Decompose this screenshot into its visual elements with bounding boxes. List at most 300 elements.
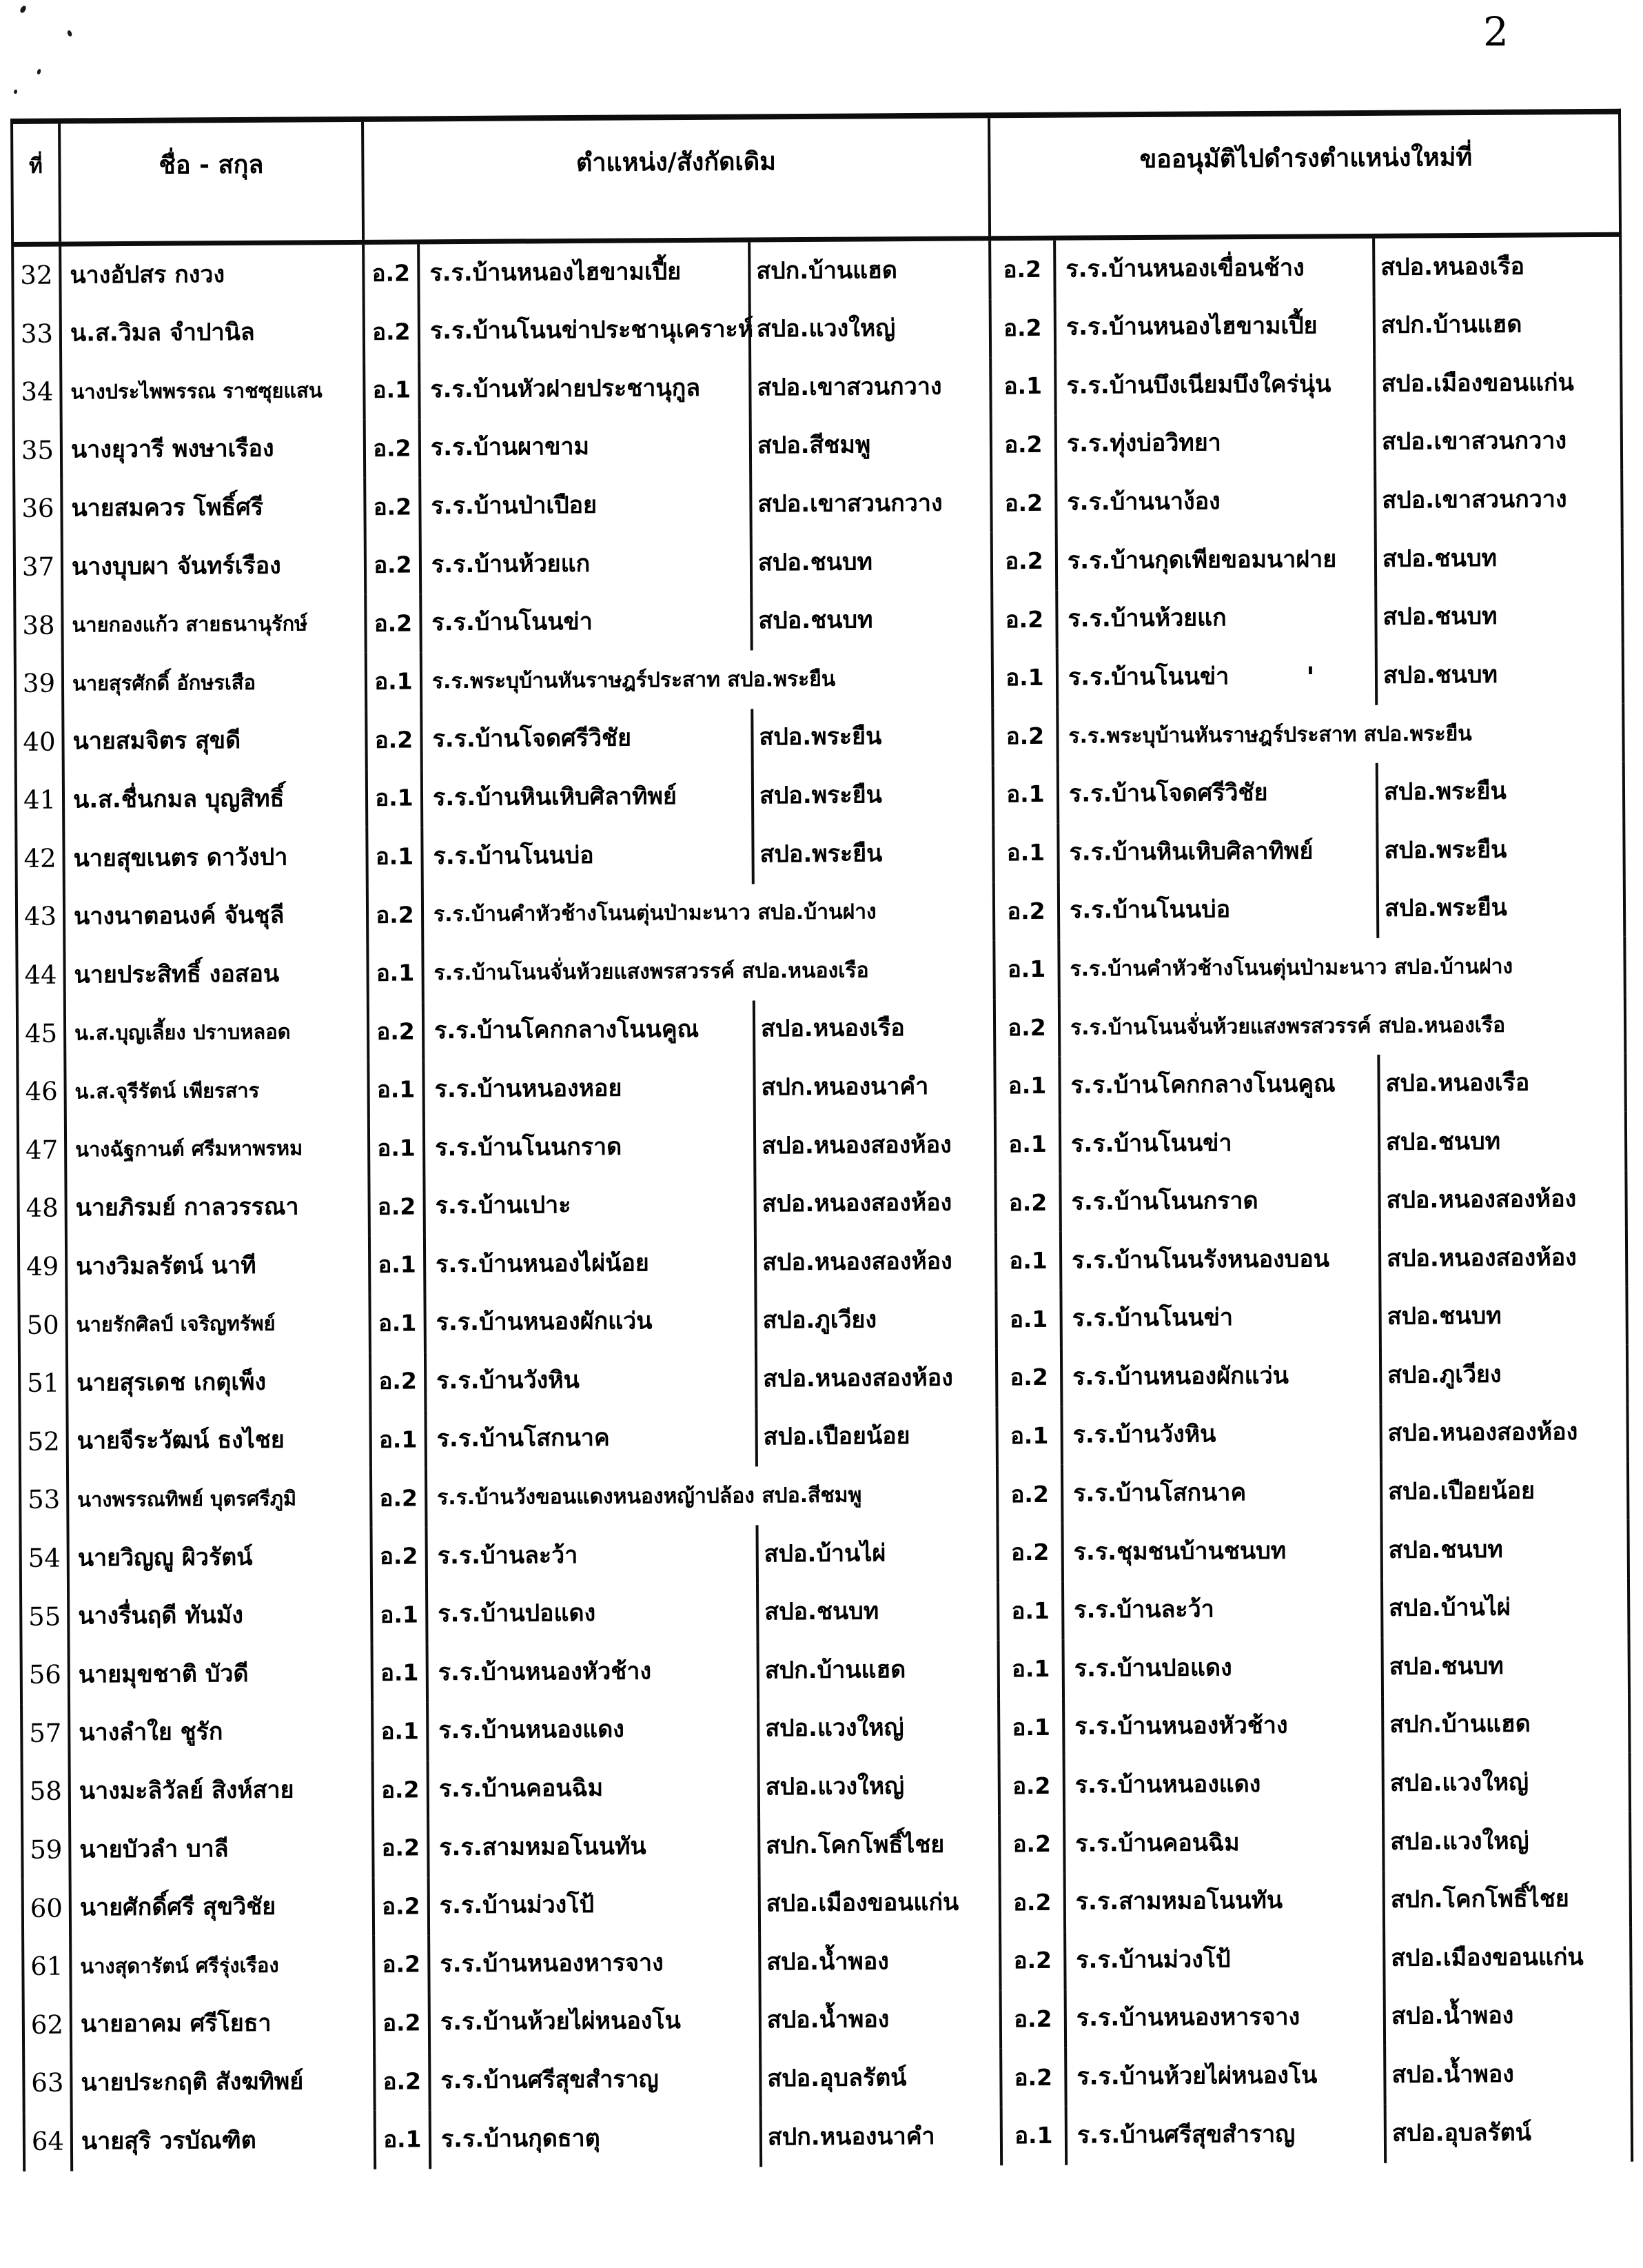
- cell-no: 59: [21, 1821, 69, 1880]
- table-row: [18, 1404, 1629, 1472]
- cell-old-district: สปก.หนองนาคำ: [753, 1057, 994, 1117]
- cell-name: นายศักดิ์ศรี สุขวิชัย: [69, 1877, 373, 1937]
- cell-old-district: สปอ.น้ำพอง: [758, 1932, 999, 1992]
- cell-old-school: ร.ร.บ้านหนองไฮขามเปี้ย: [417, 242, 748, 303]
- cell-name: นายสมควร โพธิ์ศรี: [60, 478, 364, 538]
- cell-name: นายวิญญู ผิวรัตน์: [67, 1528, 371, 1588]
- cell-name: นายสุขเนตร ดาวังปา: [62, 828, 366, 888]
- cell-name: นางมะลิวัลย์ สิงห์สาย: [68, 1761, 372, 1821]
- cell-new-district: สปอ.ชนบท: [1374, 529, 1624, 589]
- cell-old-district: สปอ.แวงใหญ่: [748, 299, 990, 359]
- cell-old-position: อ.1: [368, 1294, 424, 1353]
- cell-old-district: สปอ.สีชมพู: [749, 416, 990, 476]
- cell-old-school: ร.ร.บ้านเปาะ: [422, 1175, 754, 1236]
- header-new-position-group: ขออนุมัติไปดำรงตำแหน่งใหม่ที่: [988, 114, 1622, 236]
- cell-old-district: สปอ.ชนบท: [750, 532, 991, 592]
- cell-name: นายสุริ วรบัณฑิต: [70, 2111, 374, 2171]
- header-no: ที่: [10, 124, 59, 242]
- cell-new-school: ร.ร.บ้านวังหิน: [1060, 1405, 1380, 1465]
- cell-old-position: อ.2: [373, 1994, 429, 2052]
- cell-no: 61: [21, 1938, 70, 1996]
- cell-new-position: อ.2: [999, 2048, 1065, 2107]
- header-name: ชื่อ - สกุล: [58, 122, 362, 242]
- cell-name: นางฉัฐกานต์ ศรีมหาพรหม: [64, 1120, 368, 1179]
- cell-no: 58: [21, 1763, 69, 1821]
- cell-old-district: สปก.บ้านแฮด: [757, 1641, 998, 1701]
- cell-new-district: สปก.โคกโพธิ์ไชย: [1382, 1870, 1633, 1930]
- table-header-row: [10, 109, 1622, 247]
- cell-old-school: ร.ร.บ้านโนนกราด: [422, 1117, 754, 1177]
- cell-old-district: สปอ.พระยืน: [751, 707, 992, 767]
- cell-old-district: สปอ.น้ำพอง: [759, 1990, 1000, 2050]
- cell-new-position: อ.1: [997, 1581, 1062, 1640]
- cell-name: น.ส.บุญเลี้ยง ปราบหลอด: [63, 1003, 367, 1063]
- cell-old-school: ร.ร.บ้านกุดธาตุ: [429, 2108, 760, 2169]
- cell-new-school: ร.ร.ทุ่งบ่อวิทยา: [1054, 414, 1374, 474]
- cell-old-school-district: ร.ร.พระบุบ้านหันราษฎร์ประสาท สปอ.พระยืน: [420, 649, 992, 711]
- cell-no: 60: [21, 1879, 70, 1938]
- cell-new-district: สปอ.ชนบท: [1375, 645, 1625, 705]
- cell-name: นายประกฤติ สังฆทิพย์: [70, 2052, 374, 2112]
- cell-no: 41: [14, 771, 63, 830]
- cell-new-school: ร.ร.บ้านห้วยไผ่หนองโน: [1064, 2046, 1384, 2106]
- cell-old-position: อ.2: [362, 244, 418, 303]
- cell-old-position: อ.1: [367, 1061, 422, 1120]
- cell-no: 49: [17, 1238, 65, 1297]
- cell-name: นายมุขชาติ บัวดี: [68, 1644, 371, 1704]
- cell-old-school: ร.ร.บ้านหินเหิบศิลาทิพย์: [420, 767, 752, 828]
- cell-old-district: สปอ.หนองสองห้อง: [753, 1115, 994, 1175]
- cell-old-district: สปก.บ้านแฮด: [748, 241, 989, 301]
- table-row: [21, 1812, 1631, 1880]
- cell-new-school: ร.ร.บ้านนาง้อง: [1054, 472, 1374, 531]
- cell-old-school: ร.ร.บ้านปอแดง: [425, 1583, 757, 1644]
- cell-old-position: อ.2: [367, 1002, 422, 1061]
- scan-speck: [19, 5, 27, 14]
- cell-new-position: อ.2: [990, 590, 1056, 649]
- cell-name: นางลำใย ชูรัก: [68, 1703, 371, 1763]
- cell-name: น.ส.ชื่นกมล บุญสิทธิ์: [62, 769, 366, 829]
- cell-new-position: อ.1: [992, 824, 1057, 882]
- cell-old-district: สปอ.ชนบท: [750, 591, 991, 651]
- cell-new-school: ร.ร.บ้านละว้า: [1061, 1580, 1381, 1640]
- cell-old-school: ร.ร.บ้านป่าเปือย: [418, 476, 750, 536]
- cell-new-school: ร.ร.บ้านโคกกลางโนนคูณ: [1058, 1055, 1378, 1115]
- cell-old-position: อ.1: [374, 2110, 429, 2169]
- cell-new-position: อ.1: [993, 1057, 1059, 1115]
- cell-old-school: ร.ร.บ้านหนองผักแว่น: [423, 1292, 755, 1353]
- table-row: [19, 1520, 1630, 1588]
- scan-speck: [37, 69, 41, 75]
- cell-new-position: อ.2: [989, 298, 1054, 357]
- cell-no: 62: [22, 1996, 70, 2054]
- cell-no: 46: [16, 1063, 64, 1122]
- table-row: [14, 703, 1624, 771]
- cell-no: 43: [15, 888, 63, 946]
- cell-new-school: ร.ร.บ้านโนนกราด: [1059, 1171, 1378, 1231]
- cell-new-district: สปก.บ้านแฮด: [1373, 295, 1623, 355]
- cell-old-school: ร.ร.บ้านวังหิน: [424, 1350, 755, 1411]
- cell-old-district: สปอ.หนองสองห้อง: [755, 1349, 996, 1409]
- cell-no: 38: [13, 596, 61, 655]
- table-row: [14, 645, 1624, 713]
- cell-old-position: อ.2: [363, 419, 419, 478]
- cell-new-position: อ.2: [999, 1932, 1064, 1990]
- cell-new-school: ร.ร.บ้านห้วยแก: [1055, 588, 1375, 648]
- table-row: [21, 1753, 1631, 1821]
- table-row: [16, 995, 1626, 1063]
- cell-old-school-district: ร.ร.บ้านคำหัวช้างโนนตุ่นป่ามะนาว สปอ.บ้านฝาง: [421, 882, 993, 944]
- cell-new-position: อ.2: [996, 1523, 1061, 1582]
- cell-new-position: อ.2: [999, 1990, 1065, 2049]
- cell-old-position: อ.1: [371, 1644, 427, 1703]
- cell-old-district: สปอ.หนองเรือ: [753, 999, 994, 1059]
- cell-no: 40: [14, 713, 62, 771]
- cell-new-school: ร.ร.บ้านหนองหัวช้าง: [1062, 1697, 1382, 1756]
- table-row: [15, 937, 1626, 1005]
- cell-old-position: อ.2: [363, 303, 418, 361]
- cell-new-district: สปอ.เขาสวนกวาง: [1374, 470, 1624, 530]
- cell-new-district: สปอ.แวงใหญ่: [1382, 1753, 1632, 1813]
- cell-no: 33: [12, 305, 60, 363]
- table-row: [17, 1286, 1628, 1355]
- cell-name: น.ส.จุรีรัตน์ เพียรสาร: [63, 1061, 367, 1121]
- cell-new-district: สปอ.ชนบท: [1381, 1637, 1631, 1697]
- cell-old-school: ร.ร.บ้านห้วยไผ่หนองโน: [428, 1992, 759, 2052]
- cell-new-position: อ.2: [991, 707, 1057, 765]
- cell-new-position: อ.1: [994, 1115, 1059, 1174]
- cell-no: 32: [11, 247, 59, 305]
- cell-old-school: ร.ร.บ้านห้วยแก: [419, 534, 751, 594]
- cell-old-district: สปอ.เขาสวนกวาง: [749, 474, 990, 534]
- cell-old-position: อ.2: [363, 478, 419, 536]
- cell-name: นายบัวลำ บาลี: [68, 1819, 372, 1879]
- table-row: [22, 1986, 1633, 2054]
- cell-old-district: สปอ.พระยืน: [751, 766, 992, 826]
- cell-new-district: สปอ.หนองสองห้อง: [1378, 1170, 1628, 1230]
- cell-old-position: อ.2: [369, 1353, 425, 1411]
- cell-new-district: สปอ.พระยืน: [1376, 762, 1626, 822]
- cell-new-position: อ.1: [995, 1407, 1061, 1466]
- table-row: [14, 762, 1625, 830]
- cell-old-school: ร.ร.บ้านหนองหอย: [422, 1059, 753, 1120]
- table-row: [12, 412, 1623, 480]
- cell-name: นางนาตอนงค์ จันชุลี: [63, 886, 367, 946]
- cell-new-district: สปอ.น้ำพอง: [1383, 1986, 1633, 2046]
- table-row: [18, 1345, 1629, 1413]
- cell-old-position: อ.1: [365, 827, 421, 886]
- cell-old-position: อ.1: [365, 653, 420, 711]
- cell-old-school: ร.ร.บ้านโนนข่าประชานุเคราะห์: [418, 301, 749, 361]
- cell-new-school: ร.ร.บ้านโนนรังหนองบอน: [1059, 1230, 1379, 1290]
- cell-new-position: อ.2: [998, 1815, 1063, 1874]
- cell-old-school: ร.ร.บ้านผาขาม: [418, 417, 750, 478]
- table-row: [12, 295, 1622, 363]
- table-row: [14, 820, 1625, 889]
- cell-old-position: อ.2: [372, 1877, 428, 1936]
- cell-old-district: สปอ.บ้านไผ่: [755, 1523, 997, 1583]
- table-row: [19, 1578, 1630, 1646]
- cell-new-position: อ.1: [994, 1290, 1060, 1348]
- cell-new-district: สปอ.พระยืน: [1376, 878, 1626, 938]
- cell-new-position: อ.2: [999, 1873, 1064, 1932]
- cell-new-school: ร.ร.บ้านคอนฉิม: [1063, 1813, 1382, 1873]
- cell-old-position: อ.2: [369, 1527, 425, 1586]
- cell-old-school: ร.ร.บ้านโนนบ่อ: [420, 825, 752, 886]
- cell-no: 51: [18, 1355, 66, 1413]
- table-row: [23, 2103, 1633, 2171]
- cell-name: นางวิมลรัตน์ นาที: [65, 1236, 369, 1296]
- cell-new-school: ร.ร.บ้านบึงเนียมบึงใคร่นุ่น: [1054, 355, 1374, 415]
- cell-old-district: สปอ.พระยืน: [751, 824, 992, 884]
- header-old-position-group: ตำแหน่ง/สังกัดเดิม: [361, 118, 988, 240]
- cell-new-position: อ.2: [990, 532, 1056, 591]
- cell-new-school-district: ร.ร.บ้านโนนจั่นห้วยแสงพรสวรรค์ สปอ.หนองเรือ: [1058, 995, 1627, 1057]
- cell-old-school: ร.ร.สามหมอโนนทัน: [427, 1816, 758, 1877]
- cell-no: 47: [17, 1121, 65, 1179]
- cell-old-position: อ.2: [365, 711, 420, 769]
- cell-new-district: สปอ.ชนบท: [1378, 1286, 1629, 1346]
- cell-no: 34: [12, 363, 60, 422]
- cell-name: นายสมจิตร สุขดี: [61, 711, 365, 771]
- cell-old-position: อ.1: [363, 361, 418, 420]
- cell-new-district: สปอ.ภูเวียง: [1379, 1345, 1629, 1405]
- cell-old-position: อ.2: [372, 1936, 428, 1994]
- cell-no: 48: [17, 1179, 65, 1238]
- cell-new-school: ร.ร.บ้านหินเหิบศิลาทิพย์: [1057, 822, 1376, 882]
- cell-new-position: อ.1: [989, 357, 1054, 416]
- cell-new-position: อ.1: [994, 1232, 1060, 1290]
- cell-new-district: สปอ.หนองเรือ: [1372, 237, 1622, 297]
- cell-old-school: ร.ร.บ้านม่วงโป้: [427, 1875, 759, 1936]
- cell-old-district: สปอ.หนองสองห้อง: [754, 1232, 995, 1292]
- cell-new-school: ร.ร.ชุมชนบ้านชนบท: [1061, 1521, 1380, 1581]
- stray-pen-mark: ': [1306, 660, 1315, 694]
- cell-new-district: สปอ.ชนบท: [1378, 1112, 1628, 1172]
- cell-new-school: ร.ร.บ้านม่วงโป้: [1063, 1930, 1383, 1989]
- cell-old-district: สปอ.แวงใหญ่: [757, 1757, 999, 1817]
- cell-new-position: อ.2: [995, 1348, 1061, 1407]
- cell-new-position: อ.2: [990, 474, 1055, 532]
- cell-new-school: ร.ร.บ้านปอแดง: [1062, 1638, 1382, 1698]
- cell-no: 39: [14, 655, 62, 713]
- page-number: 2: [1483, 8, 1509, 55]
- cell-name: นางยุวารี พงษาเรือง: [60, 420, 364, 480]
- cell-old-position: อ.2: [371, 1761, 427, 1819]
- cell-no: 37: [13, 538, 61, 597]
- cell-old-district: สปอ.แวงใหญ่: [757, 1699, 998, 1759]
- cell-new-school: ร.ร.บ้านโนนข่า: [1059, 1288, 1379, 1348]
- table-row: [15, 878, 1626, 946]
- cell-name: นางสุดารัตน์ ศรีรุ่งเรือง: [69, 1936, 373, 1996]
- cell-new-school: ร.ร.บ้านหนองแดง: [1063, 1754, 1382, 1814]
- cell-old-school: ร.ร.บ้านโนนข่า: [419, 592, 751, 653]
- cell-new-school: ร.ร.สามหมอโนนทัน: [1063, 1872, 1383, 1932]
- table-row: [21, 1928, 1632, 1996]
- cell-new-position: อ.2: [992, 882, 1058, 940]
- scan-speck: [14, 90, 17, 94]
- cell-old-position: อ.1: [365, 769, 421, 828]
- table-row: [21, 1870, 1632, 1938]
- table-row: [19, 1461, 1629, 1530]
- cell-name: นางอัปสร กงวง: [59, 245, 363, 305]
- cell-new-school: ร.ร.บ้านหนองเขื่อนช้าง: [1053, 239, 1373, 298]
- cell-name: นายประสิทธิ์ งอสอน: [63, 944, 367, 1004]
- cell-old-position: อ.2: [364, 594, 420, 653]
- cell-no: 55: [19, 1588, 68, 1646]
- cell-new-position: อ.2: [996, 1465, 1061, 1523]
- cell-new-district: สปอ.เมืองขอนแก่น: [1373, 354, 1623, 414]
- cell-old-position: อ.1: [368, 1235, 424, 1294]
- cell-new-district: สปอ.น้ำพอง: [1383, 2045, 1633, 2105]
- cell-new-district: สปอ.หนองสองห้อง: [1378, 1228, 1629, 1288]
- cell-new-district: สปอ.ชนบท: [1380, 1520, 1630, 1580]
- cell-name: นางพรรณทิพย์ บุตรศรีภูมิ: [66, 1469, 370, 1529]
- cell-new-position: อ.2: [998, 1756, 1063, 1815]
- cell-no: 36: [12, 480, 61, 538]
- cell-new-district: สปอ.ชนบท: [1374, 587, 1624, 647]
- cell-new-school: ร.ร.บ้านโจดศรีวิชัย: [1057, 763, 1376, 823]
- cell-old-district: สปอ.เมืองขอนแก่น: [758, 1874, 999, 1934]
- cell-new-position: อ.1: [992, 940, 1058, 999]
- cell-new-position: อ.2: [993, 998, 1059, 1057]
- cell-new-district: สปอ.เมืองขอนแก่น: [1382, 1928, 1633, 1988]
- table-row: [13, 529, 1624, 597]
- cell-old-school: ร.ร.บ้านหนองหัวช้าง: [426, 1642, 757, 1703]
- cell-old-position: อ.1: [369, 1410, 425, 1469]
- table-row: [17, 1170, 1627, 1238]
- cell-new-school: ร.ร.บ้านหนองผักแว่น: [1060, 1346, 1380, 1406]
- cell-name: นายจีระวัฒน์ ธงไชย: [65, 1411, 369, 1471]
- cell-old-position: อ.2: [366, 886, 422, 944]
- cell-name: นายสุรศักดิ์ อักษรเสือ: [61, 653, 365, 713]
- cell-new-district: สปก.บ้านแฮด: [1381, 1695, 1631, 1755]
- cell-new-school: ร.ร.บ้านโสกนาค: [1061, 1463, 1380, 1523]
- cell-new-school: ร.ร.บ้านโนนบ่อ: [1057, 880, 1377, 940]
- cell-old-position: อ.2: [369, 1469, 425, 1528]
- personnel-transfer-table: [10, 109, 1633, 2171]
- cell-new-position: อ.2: [988, 241, 1054, 299]
- cell-no: 52: [18, 1413, 66, 1471]
- cell-old-school: ร.ร.บ้านละว้า: [425, 1525, 756, 1586]
- cell-no: 64: [23, 2113, 71, 2171]
- cell-old-school: ร.ร.บ้านคอนฉิม: [427, 1759, 758, 1819]
- cell-new-school: ร.ร.บ้านหนองหารจาง: [1064, 1988, 1384, 2048]
- cell-old-position: อ.2: [367, 1177, 423, 1236]
- cell-name: นายอาคม ศรีโยธา: [70, 1994, 374, 2054]
- cell-new-school: ร.ร.บ้านโนนข่า: [1056, 647, 1376, 707]
- cell-old-position: อ.2: [364, 536, 420, 594]
- cell-no: 35: [12, 421, 61, 480]
- cell-no: 63: [22, 2054, 70, 2113]
- table-row: [12, 354, 1622, 422]
- cell-new-position: อ.2: [990, 416, 1055, 474]
- cell-new-school: ร.ร.บ้านศรีสุขสำราญ: [1065, 2105, 1385, 2165]
- cell-name: นายรักศิลป์ เจริญทรัพย์: [65, 1295, 369, 1355]
- table-row: [22, 2045, 1633, 2113]
- cell-name: น.ส.วิมล จำปานิล: [59, 303, 363, 363]
- cell-old-school: ร.ร.บ้านโจดศรีวิชัย: [420, 709, 751, 769]
- table-row: [17, 1228, 1628, 1297]
- cell-old-district: สปอ.อุบลรัตน์: [759, 2049, 1000, 2109]
- table-body: [11, 237, 1633, 2171]
- cell-new-school: ร.ร.บ้านกุดเพียขอมนาฝาย: [1055, 530, 1375, 590]
- cell-new-district: สปอ.เขาสวนกวาง: [1374, 412, 1624, 472]
- table-row: [20, 1695, 1631, 1763]
- cell-name: นายภิรมย์ กาลวรรณา: [64, 1177, 368, 1237]
- cell-new-school-district: ร.ร.พระบุบ้านหันราษฎร์ประสาท สปอ.พระยืน: [1056, 703, 1625, 765]
- cell-old-position: อ.1: [366, 944, 422, 1003]
- cell-no: 44: [15, 946, 63, 1005]
- cell-old-district: สปก.หนองนาคำ: [759, 2107, 1001, 2167]
- cell-new-school: ร.ร.บ้านโนนข่า: [1059, 1113, 1378, 1173]
- cell-old-district: สปอ.ภูเวียง: [754, 1290, 995, 1350]
- cell-new-position: อ.1: [997, 1699, 1063, 1757]
- scan-speck: [66, 30, 73, 37]
- cell-no: 42: [14, 829, 63, 888]
- cell-new-district: สปอ.แวงใหญ่: [1382, 1812, 1632, 1872]
- cell-name: นายสุรเดช เกตุเพ็ง: [65, 1353, 369, 1413]
- cell-old-school: ร.ร.บ้านหนองแดง: [426, 1700, 757, 1761]
- cell-no: 45: [16, 1004, 64, 1063]
- table-row: [16, 1053, 1626, 1122]
- cell-new-school-district: ร.ร.บ้านคำหัวช้างโนนตุ่นป่ามะนาว สปอ.บ้านฝาง: [1057, 937, 1626, 999]
- table-row: [11, 237, 1622, 305]
- cell-new-district: สปอ.หนองเรือ: [1377, 1053, 1627, 1113]
- cell-new-district: สปอ.พระยืน: [1376, 820, 1626, 880]
- cell-old-position: อ.1: [370, 1586, 426, 1644]
- cell-old-school: ร.ร.บ้านโสกนาค: [424, 1408, 755, 1469]
- cell-old-school: ร.ร.บ้านศรีสุขสำราญ: [428, 2050, 759, 2111]
- cell-old-position: อ.1: [367, 1119, 423, 1177]
- cell-old-school: ร.ร.บ้านหัวฝายประชานุกูล: [418, 359, 749, 420]
- cell-old-position: อ.2: [373, 2052, 429, 2111]
- table-row: [13, 587, 1624, 655]
- cell-new-district: สปอ.บ้านไผ่: [1380, 1578, 1631, 1638]
- table-row: [20, 1637, 1631, 1705]
- cell-old-district: สปก.โคกโพธิ์ไชย: [757, 1815, 999, 1875]
- cell-name: นางรื่นฤดี ทันมัง: [67, 1586, 371, 1646]
- cell-old-school-district: ร.ร.บ้านวังขอนแดงหนองหญ้าปล้อง สปอ.สีชมพู: [425, 1466, 997, 1528]
- cell-new-school: ร.ร.บ้านหนองไฮขามเปี้ย: [1054, 297, 1374, 357]
- cell-name: นายกองแก้ว สายธนานุรักษ์: [61, 594, 365, 654]
- table-row: [17, 1112, 1627, 1180]
- cell-no: 53: [19, 1471, 67, 1530]
- cell-old-position: อ.1: [371, 1702, 427, 1761]
- cell-old-district: สปอ.ชนบท: [756, 1582, 997, 1642]
- cell-old-school-district: ร.ร.บ้านโนนจั่นห้วยแสงพรสวรรค์ สปอ.หนองเรือ: [421, 940, 993, 1002]
- cell-old-district: สปอ.เขาสวนกวาง: [748, 358, 990, 418]
- cell-new-position: อ.1: [997, 1640, 1063, 1699]
- cell-new-district: สปอ.หนองสองห้อง: [1379, 1404, 1629, 1464]
- cell-old-position: อ.2: [371, 1819, 427, 1877]
- cell-new-position: อ.2: [994, 1173, 1059, 1232]
- cell-new-position: อ.1: [1000, 2107, 1065, 2165]
- table-row: [12, 470, 1623, 538]
- cell-no: 54: [19, 1530, 68, 1588]
- cell-old-school: ร.ร.บ้านโคกกลางโนนคูณ: [422, 1000, 753, 1061]
- cell-new-district: สปอ.อุบลรัตน์: [1384, 2103, 1634, 2163]
- cell-old-school: ร.ร.บ้านหนองหารจาง: [427, 1934, 759, 1994]
- cell-new-district: สปอ.เปือยน้อย: [1380, 1461, 1630, 1521]
- cell-name: นางบุบผา จันทร์เรือง: [61, 536, 365, 596]
- cell-no: 57: [20, 1704, 68, 1763]
- cell-no: 56: [20, 1646, 68, 1705]
- cell-old-district: สปอ.เปือยน้อย: [755, 1407, 996, 1467]
- cell-new-position: อ.1: [991, 649, 1057, 707]
- cell-old-school: ร.ร.บ้านหนองไผ่น้อย: [423, 1234, 755, 1295]
- cell-name: นางประไพพรรณ ราชซุยแสน: [59, 361, 363, 421]
